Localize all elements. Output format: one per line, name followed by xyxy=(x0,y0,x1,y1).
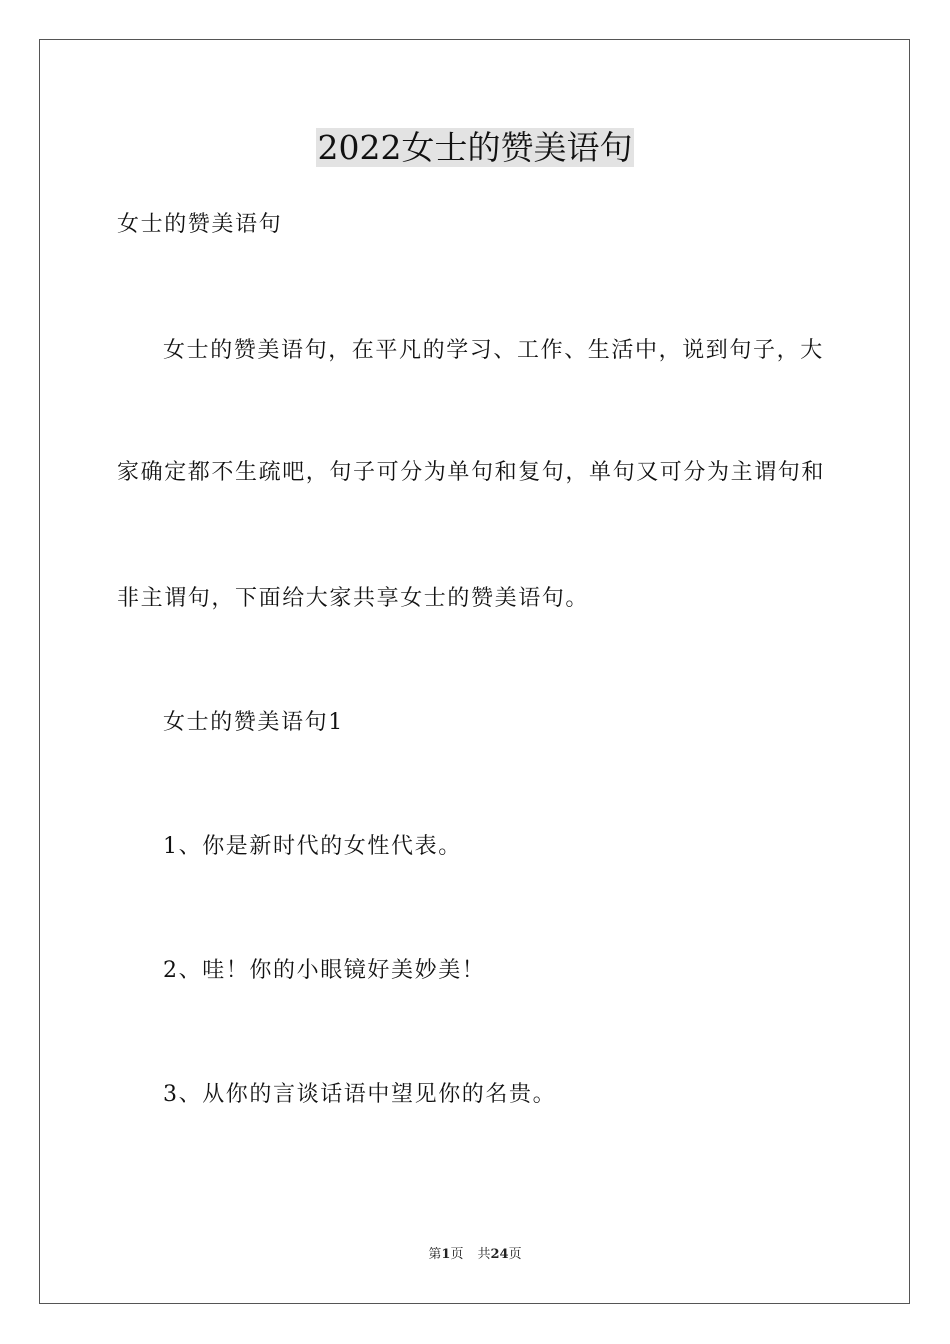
document-title-text: 2022女士的赞美语句 xyxy=(317,128,633,167)
intro-line-1: 女士的赞美语句，在平凡的学习、工作、生活中，说到句子，大 xyxy=(163,338,824,363)
list-item: 2、哇！你的小眼镜好美妙美！ xyxy=(163,958,486,983)
footer-total-suffix: 页 xyxy=(508,1247,522,1262)
list-item: 1、你是新时代的女性代表。 xyxy=(163,834,462,859)
intro-line-3: 非主谓句，下面给大家共享女士的赞美语句。 xyxy=(117,586,590,611)
footer-total-pages: 24 xyxy=(490,1247,509,1262)
footer-page-suffix: 页 xyxy=(450,1247,464,1262)
list-item: 3、从你的言谈话语中望见你的名贵。 xyxy=(163,1082,557,1107)
document-title xyxy=(0,126,950,170)
footer-page-prefix: 第 xyxy=(428,1247,442,1262)
page-footer xyxy=(0,1246,950,1264)
section-heading: 女士的赞美语句1 xyxy=(163,710,344,735)
footer-page-number: 1 xyxy=(441,1247,451,1262)
footer-total-prefix: 共 xyxy=(477,1247,491,1262)
document-subtitle: 女士的赞美语句 xyxy=(117,212,283,237)
intro-line-2: 家确定都不生疏吧，句子可分为单句和复句，单句又可分为主谓句和 xyxy=(117,460,826,485)
